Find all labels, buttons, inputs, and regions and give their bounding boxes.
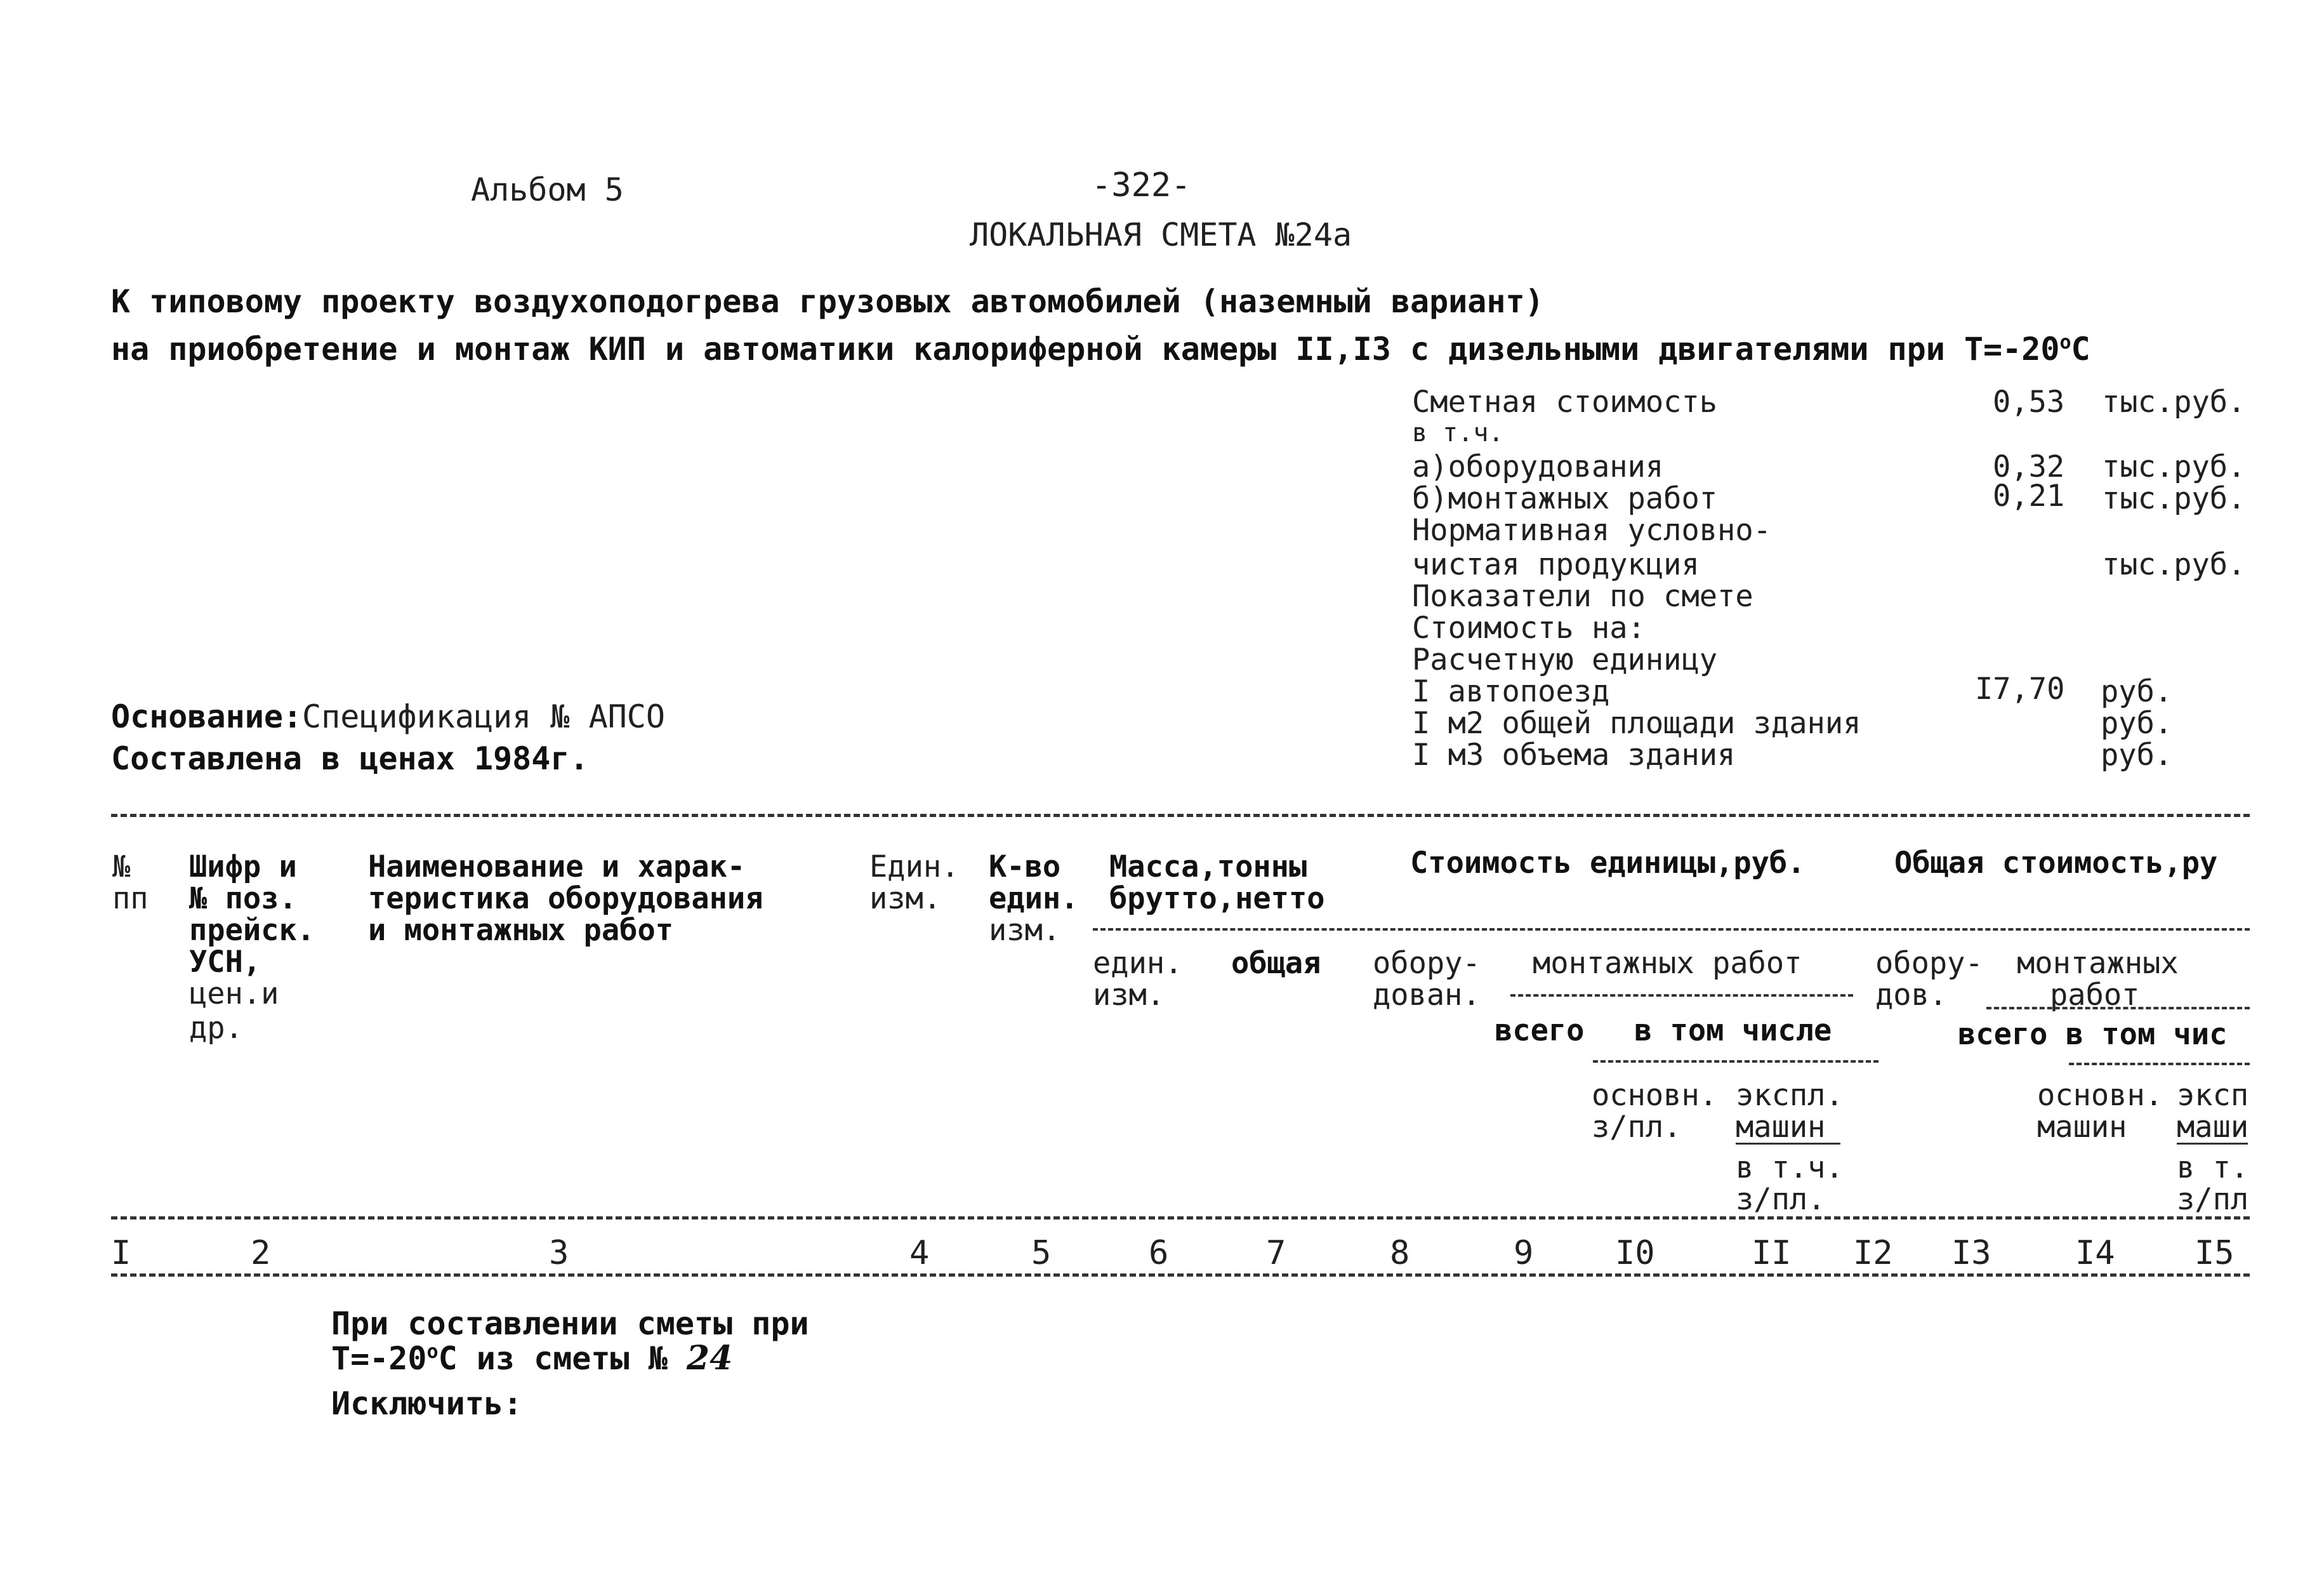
- column-number: I2: [1853, 1234, 1893, 1272]
- per-m3-label: I м3 объема здания: [1412, 738, 1736, 773]
- estimated-cost-label: Сметная стоимость: [1412, 385, 1718, 420]
- header-install-a-rule: [1510, 994, 1853, 997]
- column-number: 2: [251, 1234, 271, 1272]
- header-install-a: монтажных работ: [1533, 946, 1802, 981]
- cost-on-label: Стоимость на:: [1412, 611, 1646, 646]
- prices-line: Составлена в ценах 1984г.: [111, 740, 589, 777]
- header-total-cost-title: Общая стоимость,ру: [1894, 846, 2218, 881]
- normative-label-1: Нормативная условно-: [1412, 513, 1771, 548]
- installation-value: 0,21: [1993, 479, 2065, 514]
- column-number: 6: [1149, 1234, 1169, 1272]
- normative-label-2: чистая продукция: [1412, 547, 1700, 582]
- page-number: -322-: [1092, 166, 1191, 204]
- installation-label: б)монтажных работ: [1412, 481, 1718, 516]
- column-number: 8: [1390, 1234, 1410, 1272]
- indicators-label: Показатели по смете: [1412, 579, 1753, 614]
- header-incl-a: в том числе: [1634, 1013, 1832, 1048]
- column-number: I: [111, 1234, 131, 1272]
- column-number: I3: [1951, 1234, 1991, 1272]
- header-incl-b-rule: [2069, 1063, 2250, 1065]
- including-label: в т.ч.: [1412, 418, 1504, 448]
- column-numbers-bottom-rule: [111, 1273, 2250, 1277]
- per-m3-unit: руб.: [2101, 738, 2173, 773]
- header-incl-a-rule: [1593, 1060, 1878, 1063]
- per-train-unit: руб.: [2101, 674, 2173, 709]
- column-number: I0: [1615, 1234, 1655, 1272]
- column-number: 7: [1266, 1234, 1286, 1272]
- column-number: I5: [2195, 1234, 2235, 1272]
- column-number: II: [1752, 1234, 1792, 1272]
- note-line-3: Исключить:: [331, 1385, 523, 1422]
- document-title: ЛОКАЛЬНАЯ СМЕТА №24а: [970, 216, 1352, 253]
- estimated-cost-unit: тыс.руб.: [2102, 385, 2246, 420]
- header-all-a: всего: [1495, 1013, 1585, 1048]
- note-line-1: При составлении сметы при: [331, 1305, 809, 1342]
- column-number: I4: [2075, 1234, 2115, 1272]
- per-train-value: I7,70: [1975, 672, 2065, 707]
- unit-label: Расчетную единицу: [1412, 642, 1718, 677]
- subtitle-line-1: К типовому проекту воздухоподогрева грузовых автомобилей (наземный вариант): [111, 283, 1544, 320]
- per-train-label: I автопоезд: [1412, 674, 1610, 709]
- header-unit-cost-title: Стоимость единицы,руб.: [1410, 846, 1806, 881]
- equipment-value: 0,32: [1993, 449, 2065, 484]
- per-m2-unit: руб.: [2101, 706, 2173, 741]
- album-label: Альбом 5: [471, 171, 624, 208]
- handwritten-estimate-number: 24: [686, 1339, 733, 1378]
- equipment-unit: тыс.руб.: [2102, 449, 2246, 484]
- column-numbers-top-rule: [111, 1216, 2250, 1219]
- subtitle-line-2: на приобретение и монтаж КИП и автоматики калориферной камеры II,I3 с дизельными двигателями при $Т=-20^оС$: [111, 331, 2090, 368]
- table-top-rule: [111, 814, 2250, 817]
- estimated-cost-value: 0,53: [1993, 385, 2065, 420]
- column-number: 3: [549, 1234, 569, 1272]
- per-m2-label: I м2 общей площади здания: [1412, 706, 1861, 741]
- installation-unit: тыс.руб.: [2102, 481, 2246, 516]
- header-all-incl-b: всего в том чис: [1958, 1017, 2228, 1052]
- column-number: 5: [1031, 1234, 1052, 1272]
- column-number: 9: [1514, 1234, 1534, 1272]
- note-line-2: $Т=-20^оС$ из сметы № 24: [331, 1339, 733, 1378]
- header-sub-rule: [1093, 928, 2250, 931]
- equipment-label: а)оборудования: [1412, 449, 1664, 484]
- column-number: 4: [909, 1234, 930, 1272]
- normative-unit: тыс.руб.: [2102, 547, 2246, 582]
- basis-line: Основание:Спецификация № АПСО: [111, 698, 665, 735]
